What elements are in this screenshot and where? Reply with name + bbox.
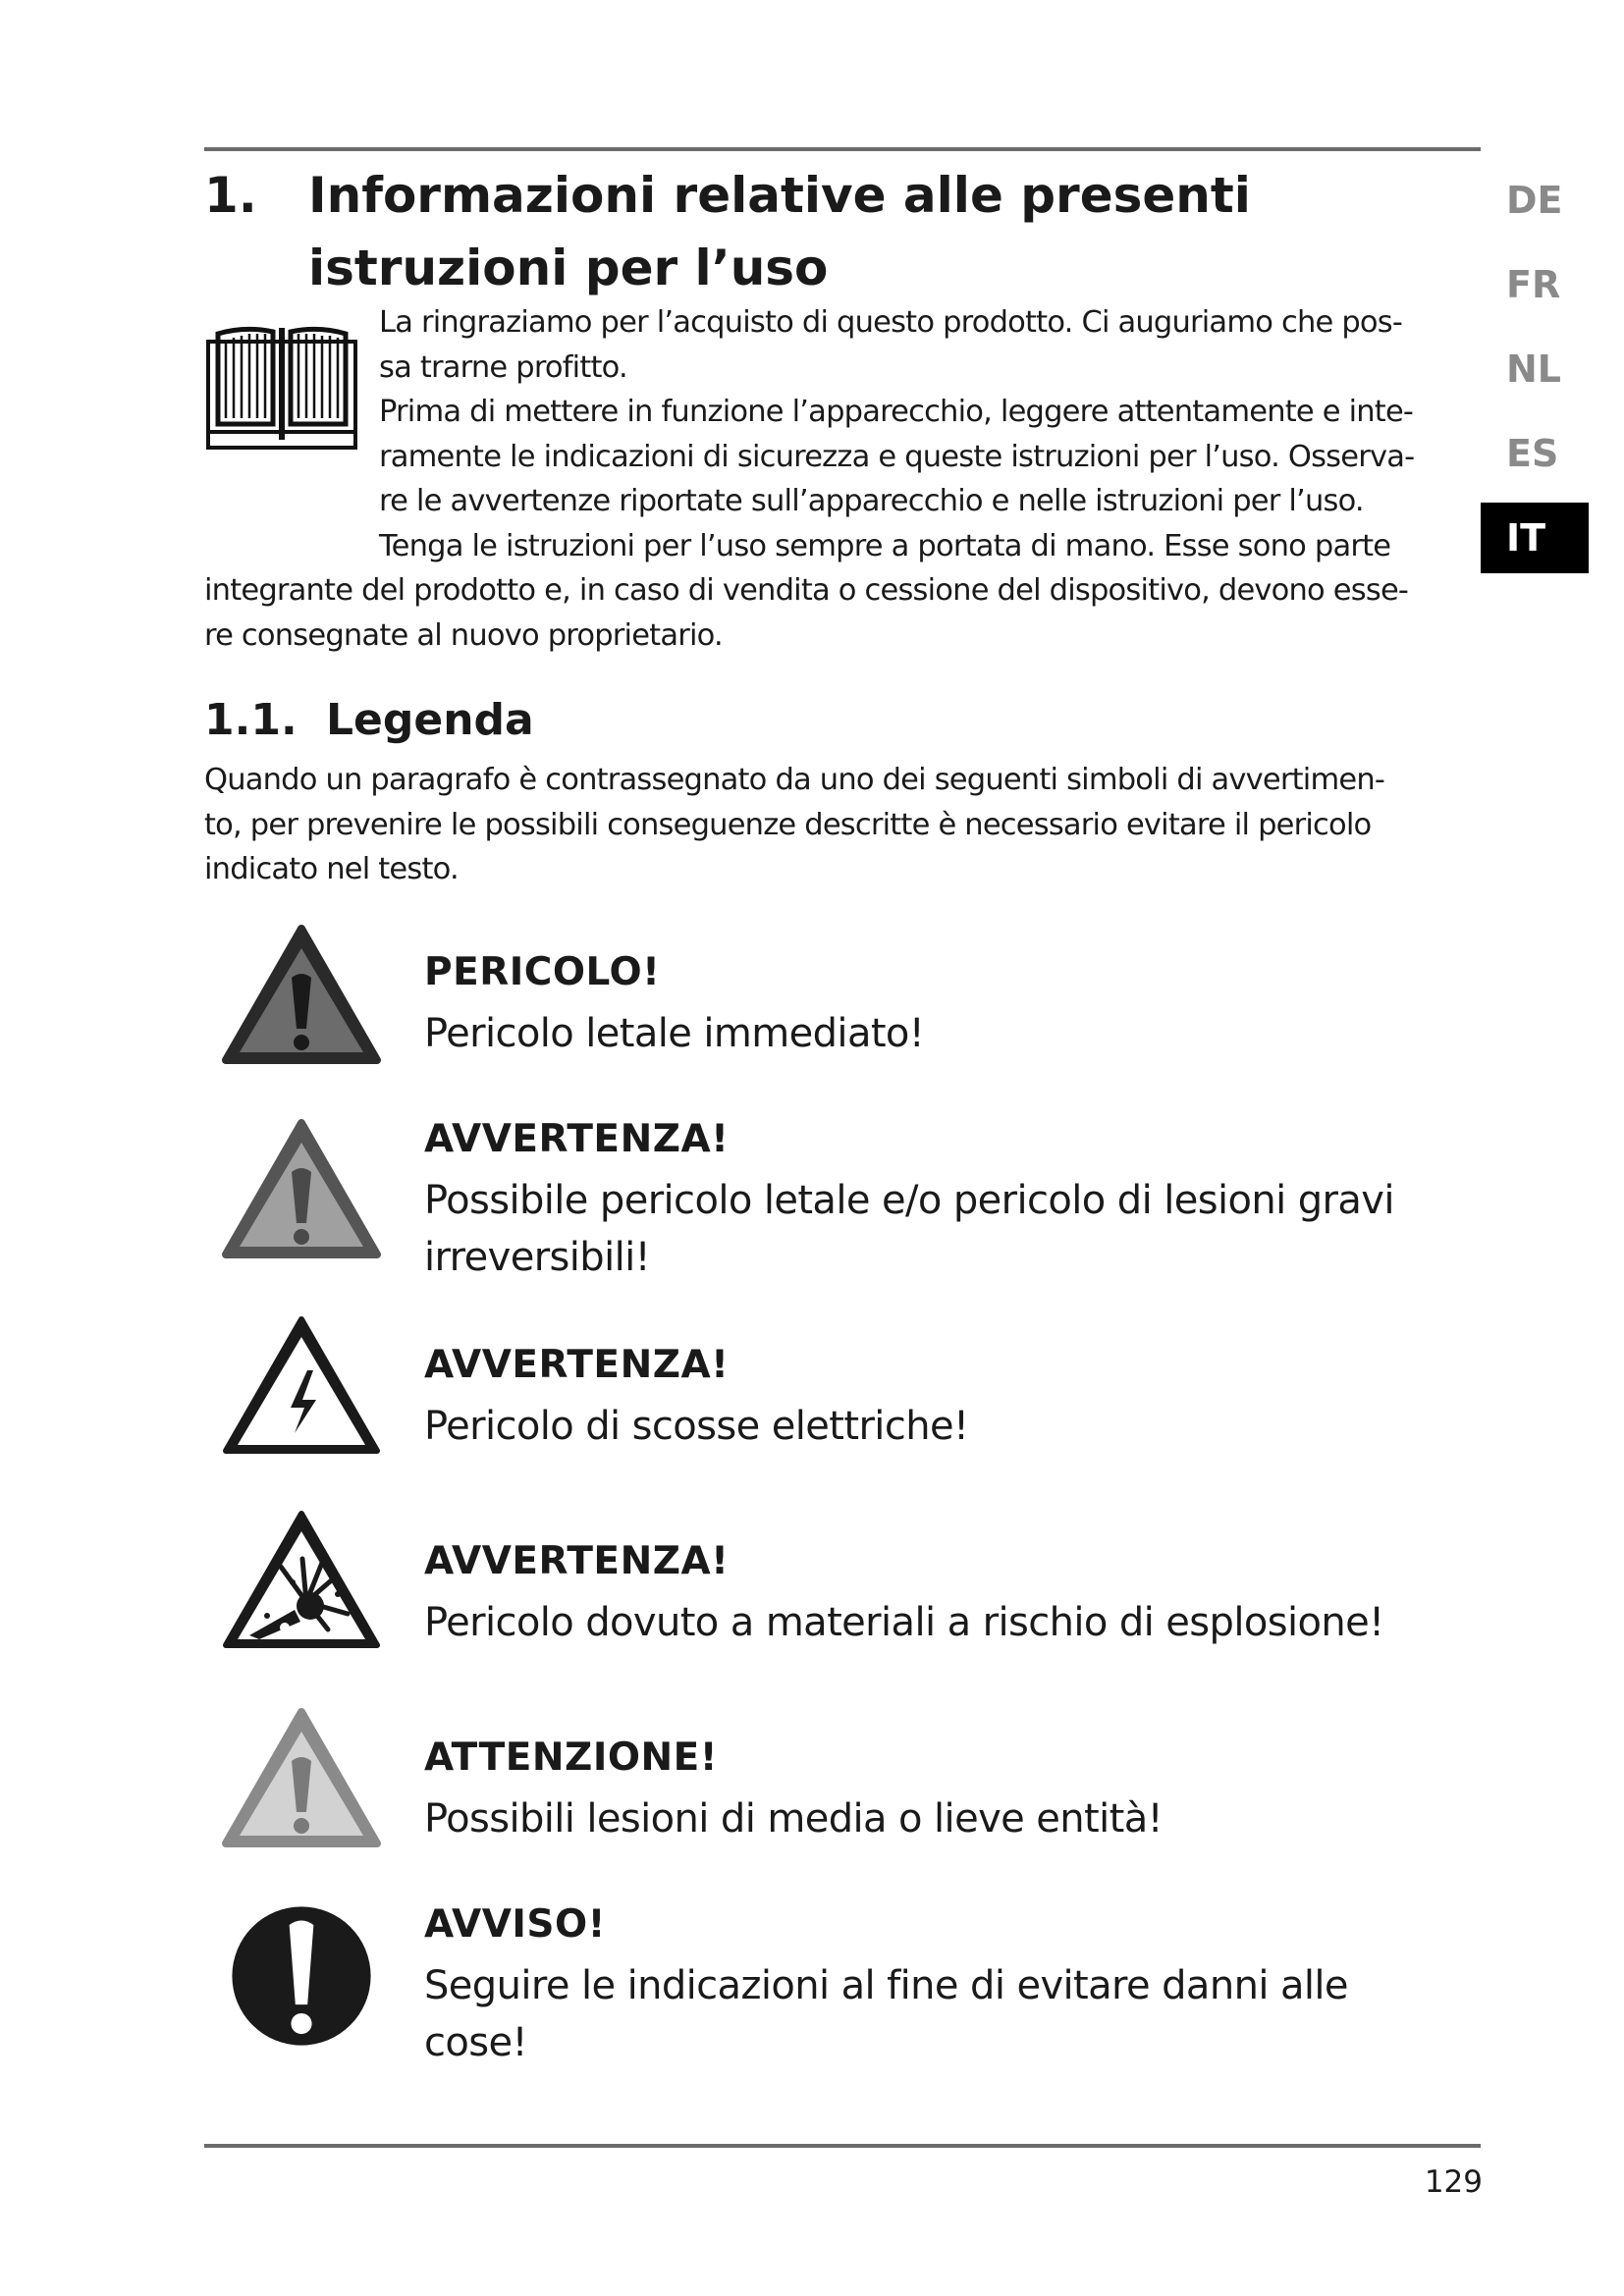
entry-title: AVVISO! bbox=[424, 1902, 606, 1947]
top-divider bbox=[204, 147, 1481, 151]
intro-line: sa trarne profitto. bbox=[379, 349, 627, 385]
intro-line: ramente le indicazioni di sicurezza e queste istruzioni per l’uso. Osserva- bbox=[379, 439, 1415, 474]
intro-line: integrante del prodotto e, in caso di vendita o cessione del dispositivo, devono esse- bbox=[204, 573, 1409, 608]
entry-title: PERICOLO! bbox=[424, 950, 661, 994]
intro-text bbox=[204, 300, 1481, 658]
intro-line: Prima di mettere in funzione l’apparecchio, leggere attentamente e inte- bbox=[379, 395, 1414, 429]
intro-line: re consegnate al nuovo proprietario. bbox=[204, 617, 723, 653]
electric-shock-icon bbox=[220, 1313, 383, 1461]
intro-line: re le avvertenze riportate sull’apparecchio e nelle istruzioni per l’uso. bbox=[379, 484, 1364, 518]
section-title-line1: Informazioni relative alle presenti bbox=[308, 167, 1251, 224]
language-tab-fr[interactable]: FR bbox=[1506, 263, 1561, 306]
entry-description: Possibile pericolo letale e/o pericolo di lesioni gravi bbox=[424, 1178, 1394, 1223]
language-tab-de[interactable]: DE bbox=[1506, 179, 1563, 222]
legend-title: Legenda bbox=[326, 695, 534, 745]
entry-description: Possibili lesioni di media o lieve entità! bbox=[424, 1796, 1164, 1842]
legend-heading bbox=[204, 687, 534, 754]
entry-description: cose! bbox=[424, 2020, 527, 2065]
entry-description: Seguire le indicazioni al fine di evitare danni alle bbox=[424, 1963, 1348, 2008]
entry-title: AVVERTENZA! bbox=[424, 1539, 730, 1583]
entry-description: Pericolo letale immediato! bbox=[424, 1011, 925, 1056]
entry-title: ATTENZIONE! bbox=[424, 1735, 719, 1780]
language-tabs bbox=[1481, 165, 1589, 587]
section-title-line2: istruzioni per l’uso bbox=[308, 240, 829, 296]
caution-triangle-icon bbox=[220, 1706, 383, 1853]
entry-description: irreversibili! bbox=[424, 1235, 651, 1280]
legend-number: 1.1. bbox=[204, 695, 298, 745]
entry-description: Pericolo dovuto a materiali a rischio di esplosione! bbox=[424, 1600, 1384, 1645]
warning-triangle-icon bbox=[220, 1117, 383, 1264]
legend-intro bbox=[204, 758, 1481, 892]
legend-intro-line: to, per prevenire le possibili conseguenze descritte è necessario evitare il pericolo bbox=[204, 807, 1372, 842]
intro-line: La ringraziamo per l’acquisto di questo prodotto. Ci auguriamo che pos- bbox=[379, 305, 1403, 340]
legend-intro-line: indicato nel testo. bbox=[204, 852, 459, 886]
bottom-divider bbox=[204, 2144, 1481, 2148]
danger-warning-triangle-icon bbox=[220, 923, 383, 1070]
section-number: 1. bbox=[204, 167, 257, 224]
language-tab-es[interactable]: ES bbox=[1506, 432, 1559, 475]
section-heading bbox=[204, 159, 1422, 304]
notice-exclamation-icon bbox=[220, 1902, 383, 2050]
legend-intro-line: Quando un paragrafo è contrassegnato da uno dei seguenti simboli di avvertimen- bbox=[204, 763, 1385, 797]
intro-line: Tenga le istruzioni per l’uso sempre a portata di mano. Esse sono parte bbox=[379, 528, 1391, 563]
entry-title: AVVERTENZA! bbox=[424, 1117, 730, 1161]
page-number: 129 bbox=[1424, 2164, 1483, 2200]
entry-title: AVVERTENZA! bbox=[424, 1343, 730, 1387]
language-tab-it[interactable]: IT bbox=[1481, 503, 1589, 573]
entry-description: Pericolo di scosse elettriche! bbox=[424, 1404, 969, 1449]
explosive-icon bbox=[220, 1508, 383, 1655]
language-tab-nl[interactable]: NL bbox=[1506, 347, 1562, 391]
